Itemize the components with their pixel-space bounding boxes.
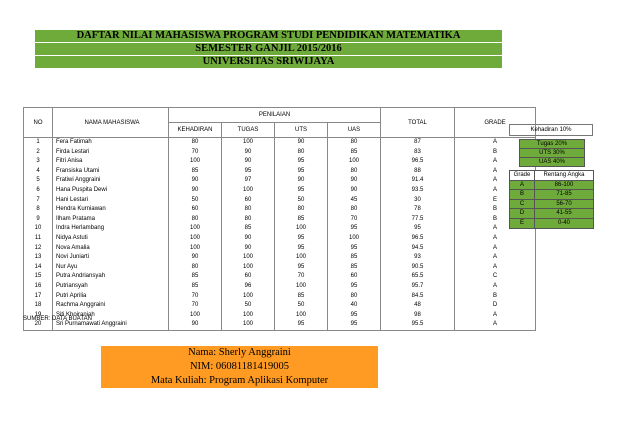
row-uas: 95 (328, 244, 381, 254)
row-name: Hendra Kurniawan (53, 205, 169, 215)
table-row (24, 320, 536, 330)
row-tugas: 96 (222, 282, 275, 292)
row-no: 6 (24, 186, 53, 196)
row-grade: A (455, 186, 536, 196)
row-total: 30 (381, 196, 455, 206)
table-row (24, 234, 536, 244)
row-uas: 100 (328, 234, 381, 244)
row-kehadiran: 70 (169, 148, 222, 158)
row-total: 98 (381, 311, 455, 321)
row-total: 94.5 (381, 244, 455, 254)
row-name: Indra Herlambang (53, 224, 169, 234)
row-no: 15 (24, 272, 53, 282)
row-kehadiran: 100 (169, 157, 222, 167)
row-no: 16 (24, 282, 53, 292)
row-name: Putri Aprilia (53, 292, 169, 302)
row-grade: E (455, 196, 536, 206)
row-uas: 95 (328, 282, 381, 292)
header-tugas: TUGAS (222, 123, 275, 138)
row-total: 93.5 (381, 186, 455, 196)
row-tugas: 100 (222, 311, 275, 321)
row-name: Novi Juniarti (53, 253, 169, 263)
row-kehadiran: 100 (169, 244, 222, 254)
row-uts: 50 (275, 301, 328, 311)
row-uts: 95 (275, 320, 328, 330)
row-grade: A (455, 138, 536, 148)
table-row (24, 253, 536, 263)
row-uts: 80 (275, 148, 328, 158)
row-uts: 90 (275, 138, 328, 148)
row-uts: 85 (275, 215, 328, 225)
row-total: 96.5 (381, 234, 455, 244)
row-no: 8 (24, 205, 53, 215)
row-name: Putriansyah (53, 282, 169, 292)
table-row (24, 176, 536, 186)
row-tugas: 100 (222, 253, 275, 263)
row-grade: A (455, 320, 536, 330)
row-no: 18 (24, 301, 53, 311)
table-row (24, 272, 536, 282)
row-grade: C (455, 272, 536, 282)
row-name: Fera Fatimah (53, 138, 169, 148)
row-uas: 85 (328, 263, 381, 273)
row-grade: A (455, 253, 536, 263)
row-no: 2 (24, 148, 53, 158)
row-uts: 50 (275, 196, 328, 206)
weight-uts: UTS 30% (519, 148, 585, 158)
table-row (24, 311, 536, 321)
row-kehadiran: 100 (169, 224, 222, 234)
row-kehadiran: 70 (169, 301, 222, 311)
row-total: 95.5 (381, 320, 455, 330)
row-total: 77.5 (381, 215, 455, 225)
student-name: Nama: Sherly Anggraini (188, 347, 291, 358)
row-name: Fransiska Utami (53, 167, 169, 177)
row-tugas: 100 (222, 320, 275, 330)
row-uts: 95 (275, 157, 328, 167)
table-row (24, 186, 536, 196)
row-kehadiran: 90 (169, 176, 222, 186)
row-name: Firda Lestari (53, 148, 169, 158)
row-tugas: 100 (222, 263, 275, 273)
row-name: Putra Andriansyah (53, 272, 169, 282)
grade-letter: D (510, 209, 535, 219)
table-row (24, 282, 536, 292)
row-total: 84.5 (381, 292, 455, 302)
row-grade: D (455, 301, 536, 311)
row-total: 83 (381, 148, 455, 158)
row-total: 93 (381, 253, 455, 263)
row-kehadiran: 70 (169, 292, 222, 302)
row-uas: 95 (328, 224, 381, 234)
row-grade: A (455, 282, 536, 292)
student-nim: NIM: 06081181419005 (189, 361, 290, 372)
row-total: 78 (381, 205, 455, 215)
row-kehadiran: 90 (169, 186, 222, 196)
header-total: TOTAL (381, 108, 455, 138)
table-row (24, 167, 536, 177)
row-no: 19 (24, 311, 53, 321)
row-no: 20 (24, 320, 53, 330)
row-name: Fitri Anisa (53, 157, 169, 167)
weight-tugas: Tugas 20% (519, 139, 585, 149)
row-grade: B (455, 205, 536, 215)
row-uts: 95 (275, 186, 328, 196)
student-info-box (101, 346, 378, 388)
row-grade: A (455, 263, 536, 273)
row-total: 48 (381, 301, 455, 311)
row-uas: 60 (328, 272, 381, 282)
row-kehadiran: 85 (169, 167, 222, 177)
row-kehadiran: 100 (169, 234, 222, 244)
row-uas: 90 (328, 176, 381, 186)
row-uts: 95 (275, 244, 328, 254)
row-kehadiran: 80 (169, 138, 222, 148)
row-uts: 95 (275, 263, 328, 273)
row-total: 90.5 (381, 263, 455, 273)
row-uts: 100 (275, 311, 328, 321)
row-uts: 95 (275, 167, 328, 177)
row-name: Hana Puspita Dewi (53, 186, 169, 196)
source-note: SUMBER: DATA BUATAN (23, 316, 92, 322)
row-uts: 100 (275, 282, 328, 292)
row-total: 96.5 (381, 157, 455, 167)
row-no: 7 (24, 196, 53, 206)
row-tugas: 100 (222, 138, 275, 148)
row-grade: A (455, 167, 536, 177)
row-name: Nur Ayu (53, 263, 169, 273)
row-kehadiran: 80 (169, 263, 222, 273)
row-name: Siti Khoiraniah (53, 311, 169, 321)
row-no: 5 (24, 176, 53, 186)
row-no: 9 (24, 215, 53, 225)
row-grade: B (455, 292, 536, 302)
grade-letter: B (510, 190, 535, 200)
grade-range: 56-70 (535, 199, 594, 209)
row-kehadiran: 50 (169, 196, 222, 206)
row-name: Nova Amalia (53, 244, 169, 254)
row-uas: 95 (328, 311, 381, 321)
row-total: 65.5 (381, 272, 455, 282)
row-tugas: 90 (222, 157, 275, 167)
row-kehadiran: 100 (169, 311, 222, 321)
header-uas: UAS (328, 123, 381, 138)
row-uts: 80 (275, 205, 328, 215)
row-uas: 80 (328, 205, 381, 215)
table-row (24, 205, 536, 215)
row-uas: 100 (328, 157, 381, 167)
row-uas: 80 (328, 292, 381, 302)
row-no: 4 (24, 167, 53, 177)
row-uts: 70 (275, 272, 328, 282)
row-no: 13 (24, 253, 53, 263)
table-row (24, 148, 536, 158)
row-kehadiran: 90 (169, 253, 222, 263)
header-grade: GRADE (455, 108, 536, 138)
row-kehadiran: 60 (169, 205, 222, 215)
weight-uas: UAS 40% (519, 157, 585, 167)
row-kehadiran: 85 (169, 272, 222, 282)
row-kehadiran: 85 (169, 282, 222, 292)
row-uts: 85 (275, 292, 328, 302)
table-row (24, 157, 536, 167)
table-row (24, 292, 536, 302)
row-tugas: 100 (222, 186, 275, 196)
table-row (24, 196, 536, 206)
row-tugas: 97 (222, 176, 275, 186)
table-row (24, 244, 536, 254)
row-no: 1 (24, 138, 53, 148)
grade-letter: C (510, 199, 535, 209)
course-name: Mata Kuliah: Program Aplikasi Komputer (150, 375, 329, 386)
grade-range-table (509, 170, 594, 229)
title-line-1: DAFTAR NILAI MAHASISWA PROGRAM STUDI PENDIDIKAN MATEMATIKA (35, 30, 502, 42)
table-row (24, 263, 536, 273)
row-total: 91.4 (381, 176, 455, 186)
row-tugas: 90 (222, 148, 275, 158)
row-grade: B (455, 215, 536, 225)
table-row (24, 224, 536, 234)
row-grade: A (455, 311, 536, 321)
row-tugas: 60 (222, 272, 275, 282)
weight-kehadiran: Kehadiran 10% (509, 124, 593, 136)
row-no: 11 (24, 234, 53, 244)
row-no: 12 (24, 244, 53, 254)
grade-range: 0-40 (535, 218, 594, 228)
row-total: 95.7 (381, 282, 455, 292)
row-kehadiran: 90 (169, 320, 222, 330)
row-uas: 95 (328, 320, 381, 330)
row-uas: 45 (328, 196, 381, 206)
row-no: 3 (24, 157, 53, 167)
row-tugas: 95 (222, 167, 275, 177)
row-grade: A (455, 244, 536, 254)
row-uts: 100 (275, 224, 328, 234)
title-line-3: UNIVERSITAS SRIWIJAYA (35, 56, 502, 68)
table-row (24, 138, 536, 148)
row-grade: A (455, 176, 536, 186)
row-name: Sri Purnamawati Anggraini (53, 320, 169, 330)
row-name: Ilham Pratama (53, 215, 169, 225)
row-uas: 40 (328, 301, 381, 311)
row-uas: 85 (328, 253, 381, 263)
row-tugas: 90 (222, 244, 275, 254)
row-uas: 90 (328, 186, 381, 196)
row-name: Fratiwi Anggraini (53, 176, 169, 186)
row-tugas: 100 (222, 292, 275, 302)
row-uas: 80 (328, 138, 381, 148)
row-grade: B (455, 148, 536, 158)
row-name: Hani Lestari (53, 196, 169, 206)
row-uas: 80 (328, 167, 381, 177)
row-uts: 100 (275, 253, 328, 263)
table-body (24, 138, 536, 331)
row-uts: 90 (275, 176, 328, 186)
row-total: 88 (381, 167, 455, 177)
row-grade: A (455, 224, 536, 234)
row-no: 10 (24, 224, 53, 234)
row-tugas: 90 (222, 234, 275, 244)
header-no: NO (24, 108, 53, 138)
grade-letter: E (510, 218, 535, 228)
row-grade: A (455, 157, 536, 167)
row-tugas: 60 (222, 196, 275, 206)
row-name: Nidya Astuti (53, 234, 169, 244)
row-total: 95 (381, 224, 455, 234)
header-penilaian: PENILAIAN (169, 108, 381, 123)
header-kehadiran: KEHADIRAN (169, 123, 222, 138)
grade-range: 71-85 (535, 190, 594, 200)
grades-table (23, 107, 536, 331)
grade-range: 41-55 (535, 209, 594, 219)
range-header: Rentang Angka (535, 171, 594, 181)
row-total: 87 (381, 138, 455, 148)
row-tugas: 80 (222, 215, 275, 225)
row-tugas: 80 (222, 205, 275, 215)
header-name: NAMA MAHASISWA (53, 108, 169, 138)
row-uas: 85 (328, 148, 381, 158)
grade-range: 86-100 (535, 180, 594, 190)
row-tugas: 85 (222, 224, 275, 234)
row-kehadiran: 80 (169, 215, 222, 225)
row-grade: A (455, 234, 536, 244)
title-line-2: SEMESTER GANJIL 2015/2016 (35, 43, 502, 55)
table-row (24, 301, 536, 311)
row-tugas: 50 (222, 301, 275, 311)
row-no: 17 (24, 292, 53, 302)
grade-letter: A (510, 180, 535, 190)
header-uts: UTS (275, 123, 328, 138)
row-uts: 95 (275, 234, 328, 244)
row-name: Rachma Anggraini (53, 301, 169, 311)
grade-header: Grade (510, 171, 535, 181)
row-no: 14 (24, 263, 53, 273)
table-row (24, 215, 536, 225)
row-uas: 70 (328, 215, 381, 225)
